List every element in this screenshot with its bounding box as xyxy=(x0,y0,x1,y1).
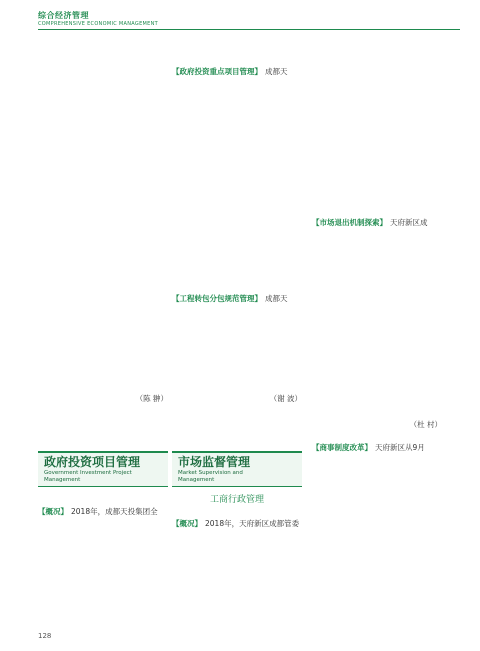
paragraph-ppp-lead: 【政府投资重点项目管理】 成都天 xyxy=(172,66,302,79)
tag-transfer: 【工程转包分包规范管理】 xyxy=(172,293,262,303)
tag-overview: 【概况】 xyxy=(38,507,68,516)
column-middle-upper xyxy=(172,66,302,404)
running-header-subtitle: COMPREHENSIVE ECONOMIC MANAGEMENT xyxy=(38,21,159,27)
section-subtitle: Market Supervision and xyxy=(178,470,243,476)
paragraph-overview-lead: 【概况】 2018年，成都天投集团全 xyxy=(38,506,168,519)
section-subtitle: Management xyxy=(44,477,81,483)
header-rule xyxy=(38,29,460,30)
signature: （谢 波） xyxy=(269,394,302,404)
signature: （杜 村） xyxy=(409,419,442,429)
section-subtitle: Government Investment Project xyxy=(44,470,132,476)
section-title: 政府投资项目管理 xyxy=(44,455,141,469)
page-number: 128 xyxy=(38,632,52,640)
subheading: 工商行政管理 xyxy=(209,495,264,505)
running-header-title: 综合经济管理 xyxy=(38,11,89,20)
tag-overview: 【概况】 xyxy=(172,519,202,528)
section-subtitle: Management xyxy=(178,477,215,483)
paragraph-exit-lead: 【市场退出机制探索】 天府新区成 xyxy=(312,217,442,230)
column-left-lower xyxy=(38,506,168,619)
column-left-upper xyxy=(38,66,168,404)
section-banner-market-supervision xyxy=(172,451,302,487)
paragraph-overview-lead: 【概况】 2018年，天府新区成都管委 xyxy=(172,518,302,531)
column-middle-lower xyxy=(172,518,302,619)
tag-reform: 【商事制度改革】 xyxy=(312,443,372,453)
paragraph-transfer-lead: 【工程转包分包规范管理】 成都天 xyxy=(172,293,302,306)
paragraph-reform-lead: 【商事制度改革】 天府新区从9月 xyxy=(312,442,442,455)
signature: （陈 翀） xyxy=(135,394,168,404)
tag-ppp: 【政府投资重点项目管理】 xyxy=(172,67,262,76)
section-title: 市场监督管理 xyxy=(178,455,251,469)
tag-exit: 【市场退出机制探索】 xyxy=(312,218,387,228)
section-banner-government-investment xyxy=(38,451,168,487)
column-right xyxy=(312,66,442,619)
